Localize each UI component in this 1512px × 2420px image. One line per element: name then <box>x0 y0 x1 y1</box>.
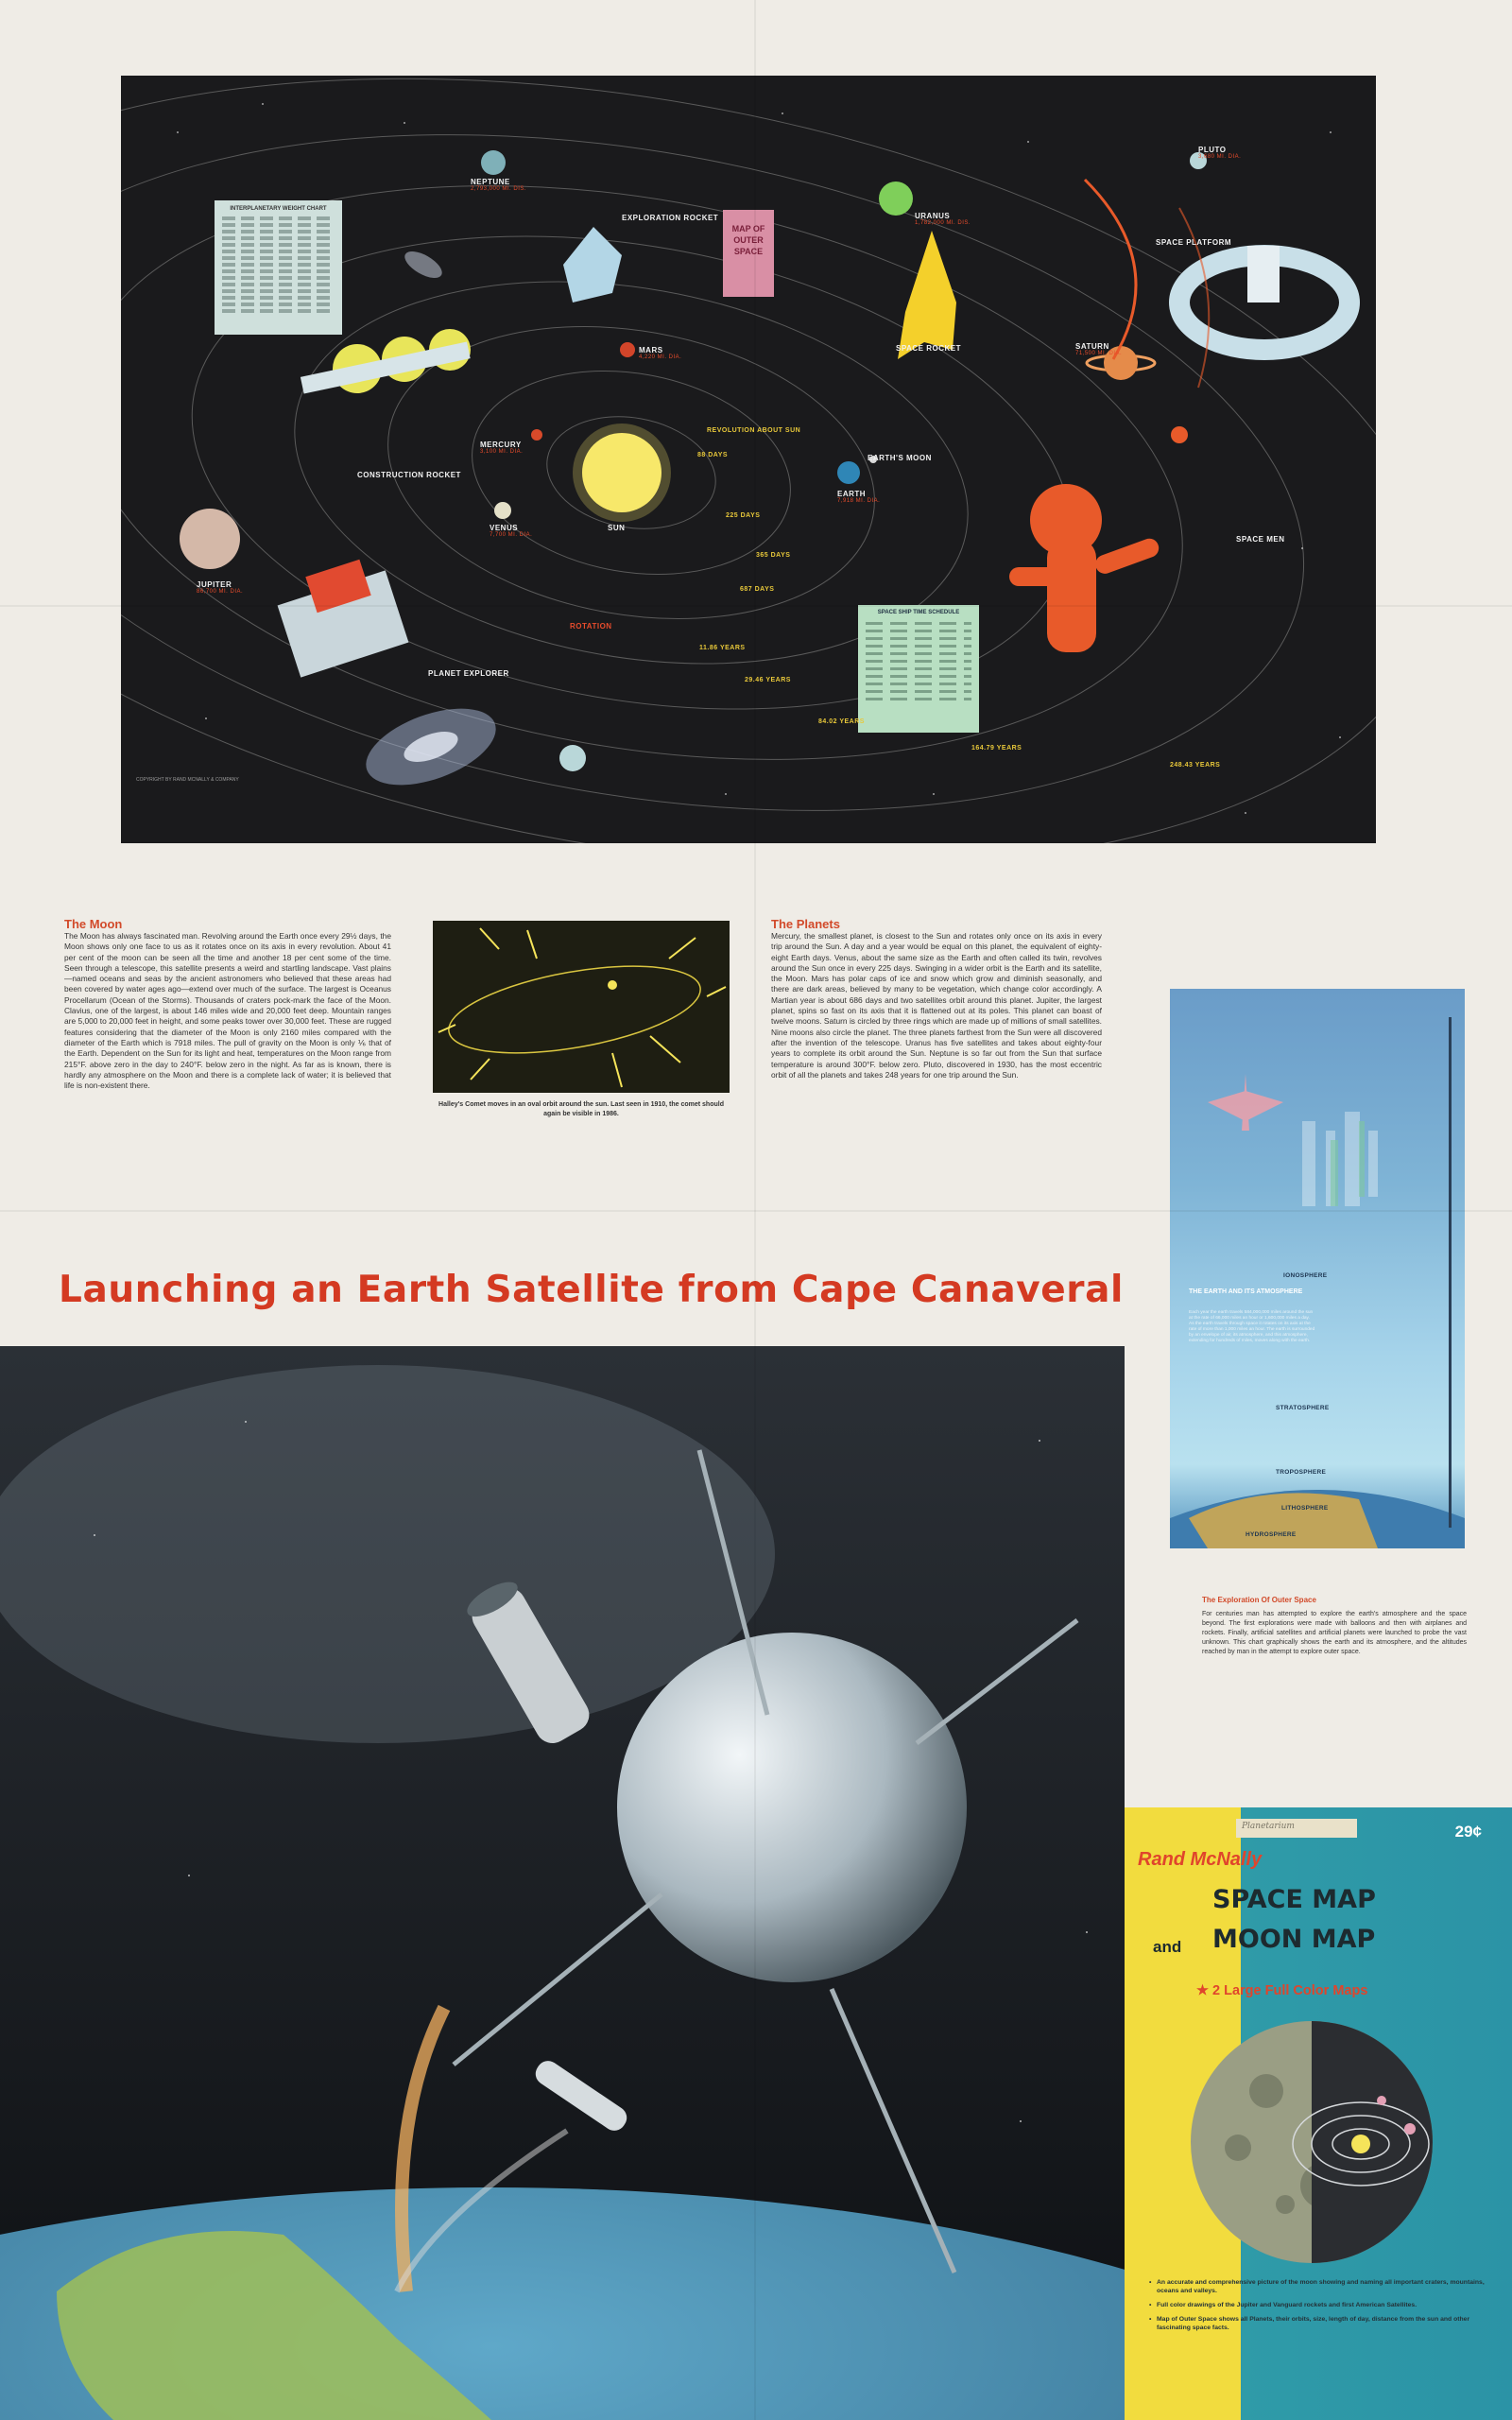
planet-explorer-label: PLANET EXPLORER <box>428 669 509 678</box>
outer-space-map <box>121 76 1376 843</box>
map-title: MAP OF OUTER SPACE <box>723 210 774 297</box>
earth-label: EARTH 7,918 MI. DIA. <box>837 490 881 504</box>
lithosphere-label: LITHOSPHERE <box>1281 1505 1329 1512</box>
atmosphere-text: Each year the earth travels 584,000,000 miles around the sun at the rate of 66,000 miles an hour or 1,600,000 miles a day. As the earth travels through space it rotates on its axis at the rate of more than 1,000 miles an hour. The earth is surrounded by an envelope of air, its atmosphere, and this atmosphere, extending for hundreds of miles, moves along with the earth. <box>1189 1310 1315 1343</box>
saturn-label: SATURN 71,500 MI. DIA. <box>1075 342 1123 356</box>
neptune-graphic <box>481 150 506 175</box>
schedule-title: SPACE SHIP TIME SCHEDULE <box>877 610 960 615</box>
exploration-article <box>1202 1596 1467 1657</box>
fold-crease <box>0 605 1512 607</box>
mars-label: MARS 4,220 MI. DIA. <box>639 346 682 360</box>
satellite-sphere <box>617 1633 967 1982</box>
construction-rocket-label: CONSTRUCTION ROCKET <box>357 471 461 479</box>
rotation-label: ROTATION <box>570 622 612 631</box>
mars-graphic <box>620 342 635 357</box>
fold-crease <box>0 1210 1512 1212</box>
halleys-comet-illustration <box>433 921 730 1093</box>
interplanetary-weight-chart <box>215 200 342 335</box>
planets-heading: The Planets <box>771 917 840 931</box>
mercury-graphic <box>531 429 542 441</box>
stratosphere-label: STRATOSPHERE <box>1276 1405 1330 1411</box>
venus-label: VENUS 7,700 MI. DIA. <box>490 524 533 538</box>
moon-text: The Moon has always fascinated man. Revolving around the Earth once every 29½ days, the Moon shows only one face to us as it rotates once on its axis in every revolution. About 41 per cent of the moon can be seen all the time and another 18 per cent some of the time. Seen through a telescope, this satellite presents a weird and startling landscape. Vast plains—named oceans and seas by the ancient astronomers who believed that these areas had been covered by water ages ago—extend over much of the surface. The largest is Oceanus Procellarum (Ocean of the Storms). Thousands of craters pock-mark the face of the Moon. Clavius, one of the largest, is about 146 miles wide and 20,000 feet deep. Mountain ranges are 5,000 to 20,000 feet in height, and some peaks tower over 30,000 feet. These are rugged features considering that the diameter of the Moon is only 2160 miles compared with the diameter of the Earth which is 7918 miles. The pull of gravity on the Moon is only ⅙ that of the Earth. Dependent on the Sun for its light and heat, temperatures on the Moon range from 215°F. above zero in the day to 240°F. below zero in the night. As far as is known, there is hardly any atmosphere on the Moon and there is a complete lack of water; it is believed that life is non-existent there. <box>64 931 391 1091</box>
cover-title-space-map: SPACE MAP <box>1212 1885 1376 1914</box>
jupiter-graphic <box>180 509 240 569</box>
space-platform-label: SPACE PLATFORM <box>1156 238 1232 247</box>
moon-article <box>64 917 391 1091</box>
brand-name: Rand McNally <box>1138 1849 1263 1870</box>
weight-chart-title: INTERPLANETARY WEIGHT CHART <box>230 206 327 212</box>
hydrosphere-label: HYDROSPHERE <box>1246 1531 1297 1538</box>
cover-title-and: and <box>1153 1938 1182 1956</box>
orbit-days-label: 225 DAYS <box>726 512 761 519</box>
mercury-label: MERCURY 3,100 MI. DIA. <box>480 441 524 455</box>
copyright-note: COPYRIGHT BY RAND MCNALLY & COMPANY <box>136 777 239 783</box>
earths-moon-label: EARTH'S MOON <box>868 454 932 462</box>
venus-graphic <box>494 502 511 519</box>
cover-tagline: ★ 2 Large Full Color Maps <box>1196 1983 1368 1998</box>
space-rocket-label: SPACE ROCKET <box>896 344 961 353</box>
planets-article <box>771 917 1102 1080</box>
orbit-days-label: 248.43 YEARS <box>1170 762 1221 769</box>
cover-bullets <box>1149 2278 1489 2338</box>
orbit-days-label: 687 DAYS <box>740 586 775 593</box>
cover-title-moon-map: MOON MAP <box>1212 1925 1376 1954</box>
planet-explorer-graphic <box>278 560 409 678</box>
troposphere-label: TROPOSPHERE <box>1276 1469 1327 1476</box>
neptune-label: NEPTUNE 2,793,000 MI. DIS. <box>471 178 527 192</box>
orbit-days-label: 88 DAYS <box>697 452 729 458</box>
revolution-label: REVOLUTION ABOUT SUN <box>707 427 801 434</box>
planets-text: Mercury, the smallest planet, is closest to the Sun and rotates only once on its axis in every trip around the Sun. A day and a year would be equal on this planet, the equivalent of eighty-eight Earth days. Venus, about the same size as the Earth and often called its twin, revolves around the Sun once in every 225 days. Swinging in a wider orbit is the Earth and its satellite, the Moon. Mars has polar caps of ice and snow which grow and diminish seasonally, and there are dark areas, believed by many to be vegetation, which change color accordingly. A Martian year is about 686 days and two satellites orbit around this planet. Jupiter, the largest planet, spins so fast on its axis that it is flattened out at its poles. This planet can boast of twelve moons. Saturn is circled by three rings which are made up of millions of small satellites. Nine moons also circle the planet. The three planets farthest from the Sun were all discovered after the invention of the telescope. Uranus has five satellites and takes about eighty-four years to complete its orbit around the Sun. Neptune is so far out from the Sun that surface temperature is around 300°F. below zero. Pluto, discovered in 1930, has the most eccentric orbit of all the planets and takes 248 years for one trip around the Sun. <box>771 931 1102 1080</box>
uranus-label: URANUS 1,782,000 MI. DIS. <box>915 212 971 226</box>
orbit-days-label: 365 DAYS <box>756 552 791 559</box>
atmosphere-title: THE EARTH AND ITS ATMOSPHERE <box>1189 1288 1303 1295</box>
sun-label: SUN <box>608 524 626 532</box>
space-men-label: SPACE MEN <box>1236 535 1285 544</box>
space-men-graphic <box>1009 484 1161 652</box>
exploration-rocket-label: EXPLORATION ROCKET <box>622 214 719 222</box>
rand-mcnally-cover <box>1125 1807 1512 2420</box>
moon-globe-graphic <box>1191 2021 1433 2263</box>
uranus-graphic <box>879 182 913 216</box>
orbits-illustration <box>121 76 1376 843</box>
altitude-scale <box>1449 1017 1452 1528</box>
orbit-days-label: 164.79 YEARS <box>971 745 1022 752</box>
handwritten-note: Planetarium <box>1236 1819 1357 1838</box>
earth-graphic <box>837 461 860 484</box>
space-rocket-graphic <box>898 231 956 359</box>
ionosphere-label: IONOSPHERE <box>1283 1272 1328 1279</box>
jupiter-label: JUPITER 86,700 MI. DIA. <box>197 580 244 595</box>
launch-headline: Launching an Earth Satellite from Cape Canaveral <box>59 1269 1125 1311</box>
moon-heading: The Moon <box>64 917 123 931</box>
cover-bullet: • Full color drawings of the Jupiter and Vanguard rockets and first American Satellites. <box>1149 2301 1489 2309</box>
satellite-launch-painting <box>0 1346 1125 2420</box>
pluto-label: PLUTO 3,680 MI. DIA. <box>1198 146 1242 160</box>
orbit-days-label: 84.02 YEARS <box>818 718 865 725</box>
orbit-days-label: 11.86 YEARS <box>699 645 746 651</box>
exploration-heading: The Exploration Of Outer Space <box>1202 1596 1316 1604</box>
space-ship-time-schedule <box>858 605 979 733</box>
comet-caption: Halley's Comet moves in an oval orbit around the sun. Last seen in 1910, the comet should again be visible in 1986. <box>438 1101 724 1117</box>
cover-bullet: • Map of Outer Space shows all Planets, their orbits, size, length of day, distance from the sun and other fascinating space facts. <box>1149 2315 1489 2332</box>
earth-atmosphere-chart <box>1170 989 1465 1548</box>
exploration-text: For centuries man has attempted to explore the earth's atmosphere and the space beyond. The first explorations were made with balloons and then with airplanes and rockets. Finally, artificial satellites and artificial planets were launched to probe the vast unknown. This chart graphically shows the earth and its atmosphere, and the altitudes reached by man in the attempt to explore outer space. <box>1202 1611 1467 1655</box>
price-tag: 29¢ <box>1454 1823 1482 1841</box>
cover-bullet: • An accurate and comprehensive picture of the moon showing and naming all important craters, mountains, oceans and valleys. <box>1149 2278 1489 2295</box>
orbit-days-label: 29.46 YEARS <box>745 677 791 683</box>
